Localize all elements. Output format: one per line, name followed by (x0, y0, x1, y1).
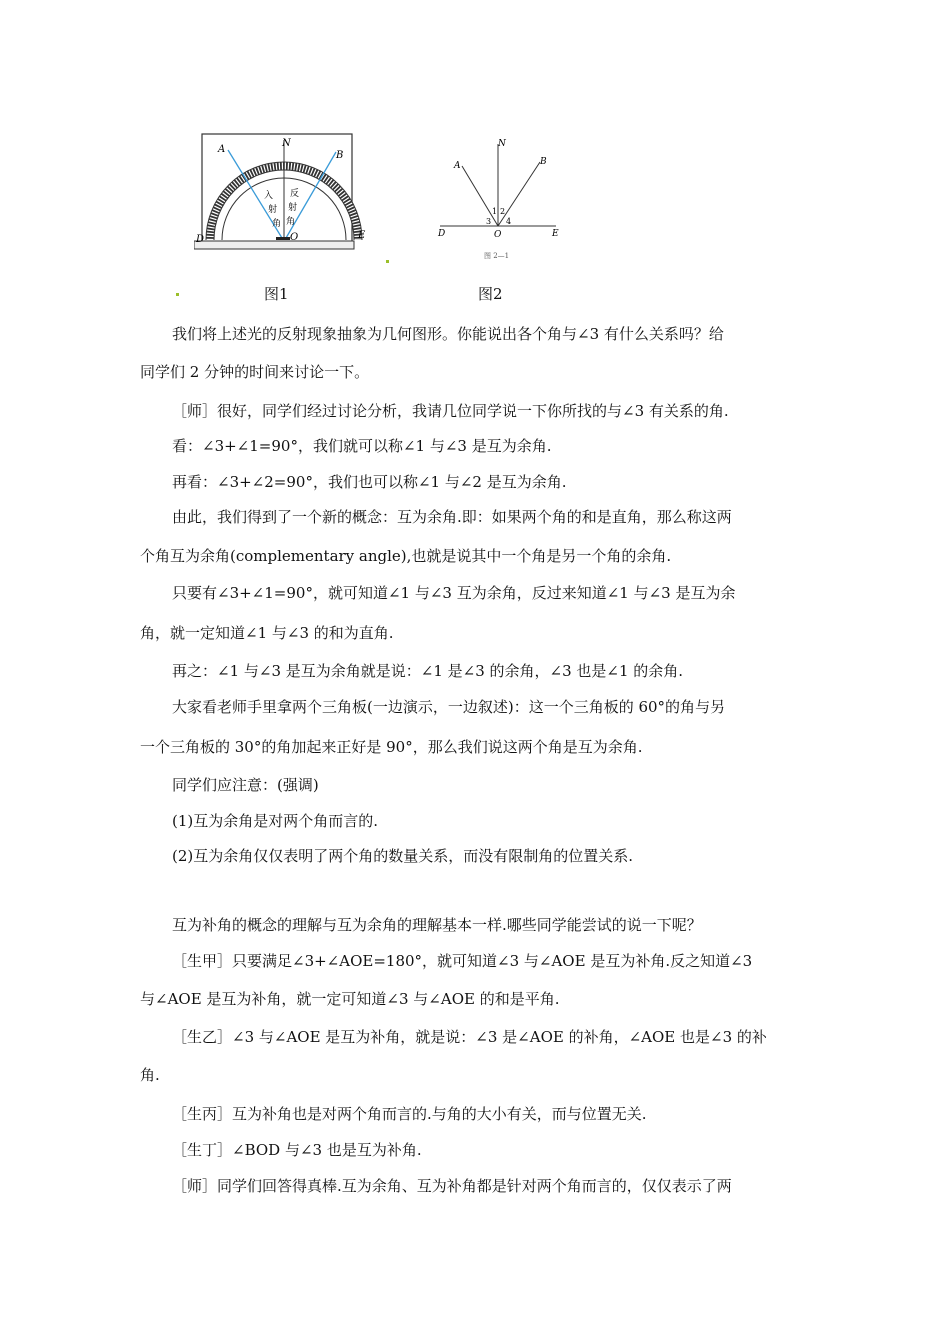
angle-3: 3 (486, 217, 492, 226)
label-d: D (438, 229, 446, 239)
paragraph: 同学们应注意：(强调) (172, 776, 319, 794)
figure-2-caption: 图2 (478, 285, 503, 303)
paragraph: ［生丙］互为补角也是对两个角而言的.与角的大小有关，而与位置无关. (172, 1105, 647, 1123)
paragraph: 大家看老师手里拿两个三角板(一边演示，一边叙述)：这一个三角板的 60°的角与另 (172, 698, 726, 716)
reflect-text-3: 角 (286, 217, 296, 227)
figure-2-angles (432, 132, 567, 262)
line-ob (498, 162, 540, 226)
angle-4: 4 (506, 217, 512, 226)
label-o: O (494, 230, 502, 240)
paragraph: ［生甲］只要满足∠3+∠AOE=180°，就可知道∠3 与∠AOE 是互为补角.反之知道∠3 (172, 952, 753, 970)
label-n: N (498, 139, 506, 149)
incident-text-2: 射 (268, 205, 278, 215)
paragraph: 同学们 2 分钟的时间来讨论一下。 (140, 363, 370, 381)
stray-dot (386, 260, 389, 263)
paragraph: ［生丁］∠BOD 与∠3 也是互为补角. (172, 1141, 422, 1159)
paragraph: 互为补角的概念的理解与互为余角的理解基本一样.哪些同学能尝试的说一下呢？ (172, 916, 702, 934)
paragraph: (1)互为余角是对两个角而言的. (172, 812, 379, 830)
angle-2: 2 (500, 207, 506, 216)
paragraph: 与∠AOE 是互为补角，就一定可知道∠3 与∠AOE 的和是平角. (140, 990, 560, 1008)
figure-inner-caption: 图 2—1 (484, 252, 510, 260)
label-a: A (454, 161, 461, 171)
label-o: O (290, 232, 299, 243)
mirror (276, 237, 290, 240)
paragraph: 只要有∠3+∠1=90°，就可知道∠1 与∠3 互为余角，反过来知道∠1 与∠3 是互为余 (172, 584, 736, 602)
line-oa (462, 166, 498, 226)
paragraph: ［生乙］∠3 与∠AOE 是互为补角，就是说：∠3 是∠AOE 的补角，∠AOE 也是∠3 的补 (172, 1028, 767, 1046)
base-board (194, 241, 354, 249)
label-n: N (282, 138, 291, 149)
label-d: D (196, 234, 205, 245)
stray-dot (176, 293, 179, 296)
label-b: B (540, 157, 547, 167)
figure-1-protractor (194, 128, 374, 258)
figure-1-caption: 图1 (264, 285, 289, 303)
paragraph: 再看：∠3+∠2=90°，我们也可以称∠1 与∠2 是互为余角. (172, 473, 567, 491)
reflect-text-1: 反 (290, 189, 300, 199)
reflect-text-2: 射 (288, 203, 298, 213)
paragraph: (2)互为余角仅仅表明了两个角的数量关系，而没有限制角的位置关系. (172, 847, 634, 865)
paragraph: 我们将上述光的反射现象抽象为几何图形。你能说出各个角与∠3 有什么关系吗？给 (172, 325, 724, 343)
incident-text-3: 角 (272, 219, 282, 229)
label-b: B (336, 150, 344, 161)
incident-text-1: 入 (264, 191, 274, 201)
paragraph: 由此，我们得到了一个新的概念：互为余角.即：如果两个角的和是直角，那么称这两 (172, 508, 732, 526)
label-a: A (218, 144, 226, 155)
paragraph: ［师］同学们回答得真棒.互为余角、互为补角都是针对两个角而言的，仅仅表示了两 (172, 1177, 732, 1195)
paragraph: 看：∠3+∠1=90°，我们就可以称∠1 与∠3 是互为余角. (172, 437, 552, 455)
label-e: E (552, 229, 559, 239)
paragraph: 角. (140, 1066, 160, 1084)
paragraph: 一个三角板的 30°的角加起来正好是 90°，那么我们说这两个角是互为余角. (140, 738, 643, 756)
paragraph: 个角互为余角(complementary angle),也就是说其中一个角是另一个角的余角. (140, 547, 672, 565)
paragraph: ［师］很好，同学们经过讨论分析，我请几位同学说一下你所找的与∠3 有关系的角. (172, 402, 729, 420)
paragraph: 角，就一定知道∠1 与∠3 的和为直角. (140, 624, 394, 642)
label-e: E (358, 230, 366, 241)
paragraph: 再之：∠1 与∠3 是互为余角就是说：∠1 是∠3 的余角，∠3 也是∠1 的余角. (172, 662, 684, 680)
angle-1: 1 (492, 207, 498, 216)
